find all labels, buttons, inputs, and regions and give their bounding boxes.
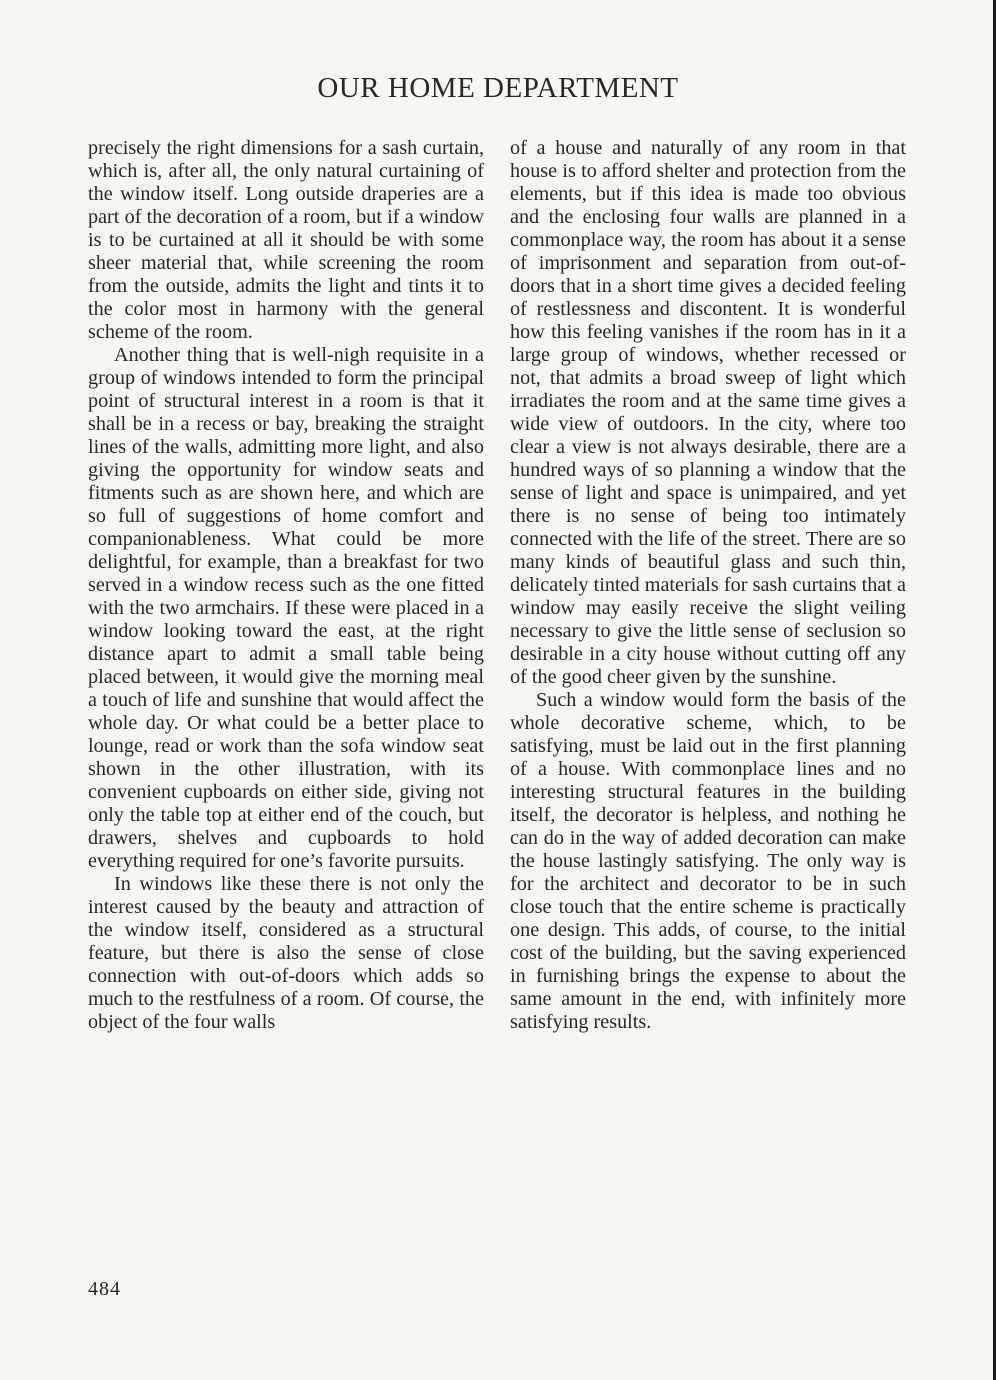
paragraph: of a house and naturally of any room in that house is to afford shelter and protection from the elements, but if this idea is made too obvious and the enclosing four walls are planned in a commonplace way, the room has about it a sense of imprisonment and separation from out-of-doors that in a short time gives a decided feeling of restlessness and discontent. It is wonderful how this feeling vanishes if the room has in it a large group of windows, whether recessed or not, that admits a broad sweep of light which irradiates the room and at the same time gives a wide view of outdoors. In the city, where too clear a view is not always desirable, there are a hundred ways of so planning a window that the sense of light and space is unimpaired, and yet there is no sense of being too intimately connected with the life of the street. There are so many kinds of beautiful glass and such thin, delicately tinted materials for sash curtains that a window may easily receive the slight veiling necessary to give the little sense of seclusion so desirable in a city house without cutting off any of the good cheer given by the sunshine. [510,137,906,688]
paragraph: precisely the right dimensions for a sash curtain, which is, after all, the only natural curtaining of the window itself. Long outside draperies are a part of the decoration of a room, but if a window is to be curtained at all it should be with some sheer material that, while screening the room from the outside, admits the light and tints it to the color most in harmony with the general scheme of the room. [88,137,484,343]
page-number: 484 [88,1278,121,1300]
paragraph: Such a window would form the basis of the whole decorative scheme, which, to be satisfying, must be laid out in the first planning of a house. With commonplace lines and no interesting structural features in the building itself, the decorator is helpless, and nothing he can do in the way of added decoration can make the house lastingly satisfying. The only way is for the architect and decorator to be in such close touch that the entire scheme is practically one design. This adds, of course, to the initial cost of the building, but the saving experienced in furnishing brings the expense to about the same amount in the end, with infinitely more satisfying results. [510,689,906,1033]
paragraph: Another thing that is well-nigh requisite in a group of windows intended to form the principal point of structural interest in a room is that it shall be in a recess or bay, breaking the straight lines of the walls, admitting more light, and also giving the opportunity for window seats and fitments such as are shown here, and which are so full of suggestions of home comfort and companionableness. What could be more delightful, for example, than a breakfast for two served in a window recess such as the one fitted with the two armchairs. If these were placed in a window looking toward the east, at the right distance apart to admit a small table being placed between, it would give the morning meal a touch of life and sunshine that would affect the whole day. Or what could be a better place to lounge, read or work than the sofa window seat shown in the other illustration, with its convenient cupboards on either side, giving not only the table top at either end of the couch, but drawers, shelves and cupboards to hold everything required for one’s favorite pursuits. [88,344,484,872]
right-column [510,137,906,1034]
left-column [88,137,484,1034]
paragraph: In windows like these there is not only the interest caused by the beauty and attraction of the window itself, considered as a structural feature, but there is also the sense of close connection with out-of-doors which adds so much to the restfulness of a room. Of course, the object of the four walls [88,873,484,1033]
running-head: OUR HOME DEPARTMENT [317,72,679,104]
